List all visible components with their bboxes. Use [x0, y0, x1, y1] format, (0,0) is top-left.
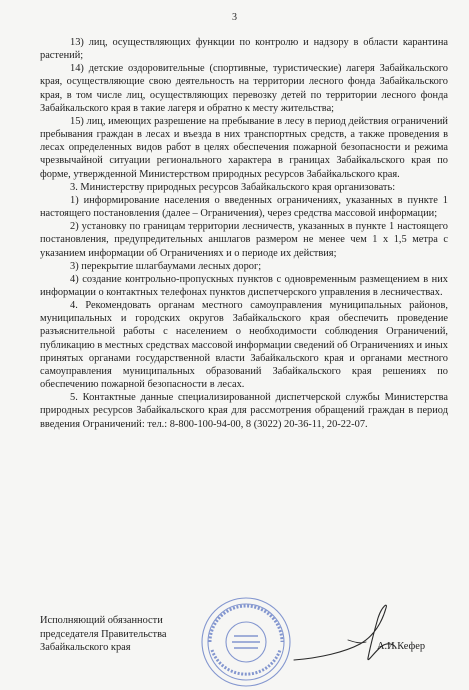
paragraph-clause-3-item-1: 1) информирование населения о введенных ограничениях, указанных в пункте 1 настоящего постановления (далее – Ограничения), через средства массовой информации;	[40, 194, 448, 220]
paragraph-item-15: 15) лиц, имеющих разрешение на пребывание в лесу в период действия ограничений пребывания граждан в лесах и въезда в них транспортных средств, а также проведения в лесах определенных видов работ в целях обеспечения пожарной безопасности и режима чрезвычайной ситуации регионального характера в границах Забайкальского края по форме, утвержденной Министерством природных ресурсов Забайкальского края.	[40, 115, 448, 180]
paragraph-clause-3-item-2: 2) установку по границам территории лесничеств, указанных в пункте 1 настоящего постановления, предупредительных аншлагов размером не менее чем 1 х 1,5 метра с указанием информации об Ограничениях и о периоде их действия;	[40, 221, 448, 259]
signatory-title-line: председателя Правительства	[40, 628, 167, 640]
paragraph-clause-3: 3. Министерству природных ресурсов Забайкальского края организовать:	[70, 181, 396, 193]
document-body	[40, 36, 448, 431]
paragraph-clause-4: 4. Рекомендовать органам местного самоуправления муниципальных районов, муниципальных и городских округов Забайкальского края обеспечить проведение разъяснительной работы с населением о необходимости соблюдения Ограничений, публикацию в местных средствах массовой информации сведений об Ограничениях и иных принятых органами государственной власти Забайкальского края и органами местного самоуправления муниципальных образований Забайкальского края решениях по обеспечению пожарной безопасности в лесах.	[40, 300, 448, 391]
handwritten-signature	[290, 600, 400, 670]
signatory-name: А.И.Кефер	[377, 641, 426, 652]
paragraph-item-13: 13) лиц, осуществляющих функции по контролю и надзору в области карантина растений;	[40, 37, 448, 62]
paragraph-item-14: 14) детские оздоровительные (спортивные, туристические) лагеря Забайкальского края, осуществляющие свою деятельность на территории лесного фонда Забайкальского края, в том числе лиц, осуществляющих перевозку детей по территории лесного фонда Забайкальского края в такие лагеря и обратно к месту жительства;	[40, 63, 448, 114]
page-number: 3	[232, 12, 237, 23]
paragraph-clause-3-item-3: 3) перекрытие шлагбаумами лесных дорог;	[70, 260, 262, 272]
official-seal-stamp	[200, 596, 292, 688]
paragraph-clause-3-item-4: 4) создание контрольно-пропускных пунктов с одновременным размещением в них информации о контактных телефонах пунктов диспетчерского управления в лесничествах.	[40, 273, 448, 298]
paragraph-clause-5: 5. Контактные данные специализированной диспетчерской службы Министерства природных ресурсов Забайкальского края для рассмотрения обращений граждан в период введения Ограничений: тел.: 8-800-100-94-00, 8 (3022) 20-36-11, 20-22-07.	[40, 392, 448, 430]
signatory-title	[40, 614, 166, 655]
signatory-title-line: Забайкальского края	[40, 642, 131, 654]
signatory-title-line: Исполняющий обязанности	[40, 615, 163, 626]
